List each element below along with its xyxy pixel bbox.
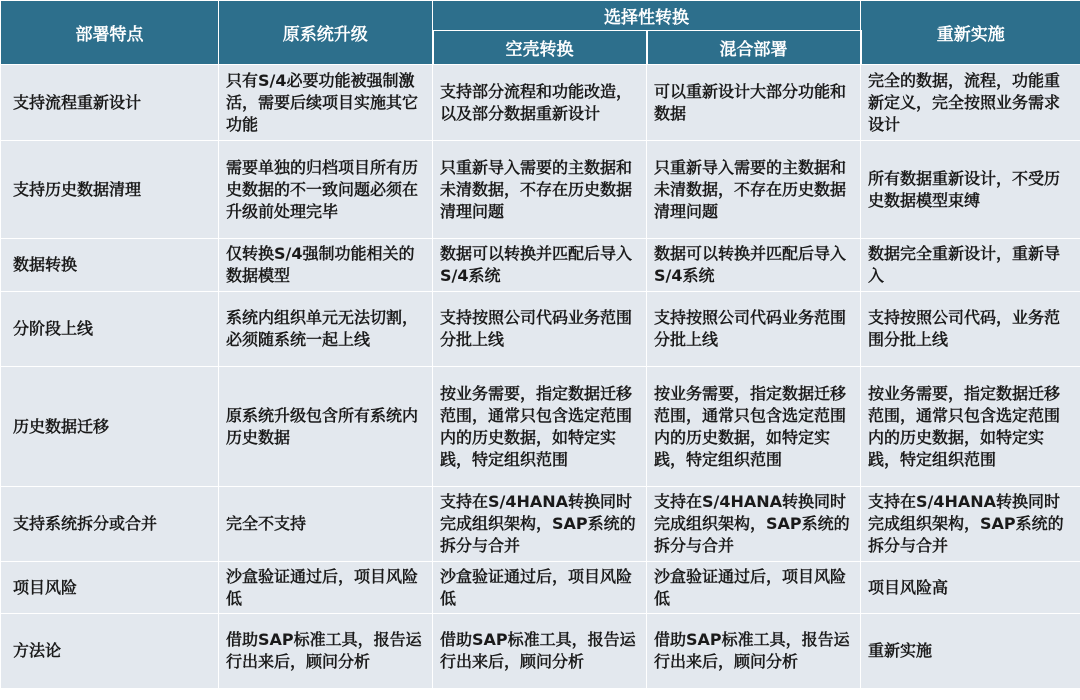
row-feature: 历史数据迁移 — [1, 367, 219, 487]
table-row — [1, 141, 1080, 239]
cell-shell: 只重新导入需要的主数据和未清数据，不存在历史数据清理问题 — [433, 141, 647, 239]
cell-upgrade: 沙盒验证通过后，项目风险低 — [219, 562, 433, 614]
cell-shell: 按业务需要，指定数据迁移范围，通常只包含选定范围内的历史数据，如特定实践，特定组织范围 — [433, 367, 647, 487]
cell-shell: 借助SAP标准工具，报告运行出来后，顾问分析 — [433, 614, 647, 689]
cell-shell: 支持部分流程和功能改造，以及部分数据重新设计 — [433, 65, 647, 141]
cell-mixed: 借助SAP标准工具，报告运行出来后，顾问分析 — [647, 614, 861, 689]
cell-mixed: 只重新导入需要的主数据和未清数据，不存在历史数据清理问题 — [647, 141, 861, 239]
cell-upgrade: 系统内组织单元无法切割，必须随系统一起上线 — [219, 292, 433, 367]
header-reimplementation: 重新实施 — [861, 1, 1080, 65]
cell-shell: 沙盒验证通过后，项目风险低 — [433, 562, 647, 614]
row-feature: 方法论 — [1, 614, 219, 689]
row-feature: 支持历史数据清理 — [1, 141, 219, 239]
table-row — [1, 614, 1080, 689]
table-row — [1, 65, 1080, 141]
cell-upgrade: 需要单独的归档项目所有历史数据的不一致问题必须在升级前处理完毕 — [219, 141, 433, 239]
row-feature: 支持系统拆分或合并 — [1, 487, 219, 562]
cell-reimpl: 支持在S/4HANA转换同时完成组织架构，SAP系统的拆分与合并 — [861, 487, 1080, 562]
cell-shell: 支持按照公司代码业务范围分批上线 — [433, 292, 647, 367]
cell-reimpl: 数据完全重新设计，重新导入 — [861, 239, 1080, 292]
cell-mixed: 按业务需要，指定数据迁移范围，通常只包含选定范围内的历史数据，如特定实践，特定组织范围 — [647, 367, 861, 487]
header-feature: 部署特点 — [1, 1, 219, 65]
cell-upgrade: 只有S/4必要功能被强制激活，需要后续项目实施其它功能 — [219, 65, 433, 141]
cell-mixed: 可以重新设计大部分功能和数据 — [647, 65, 861, 141]
row-feature: 支持流程重新设计 — [1, 65, 219, 141]
row-feature: 分阶段上线 — [1, 292, 219, 367]
cell-reimpl: 支持按照公司代码，业务范围分批上线 — [861, 292, 1080, 367]
header-upgrade: 原系统升级 — [219, 1, 433, 65]
table-row — [1, 239, 1080, 292]
cell-reimpl: 重新实施 — [861, 614, 1080, 689]
cell-upgrade: 借助SAP标准工具，报告运行出来后，顾问分析 — [219, 614, 433, 689]
cell-reimpl: 项目风险高 — [861, 562, 1080, 614]
cell-mixed: 支持在S/4HANA转换同时完成组织架构，SAP系统的拆分与合并 — [647, 487, 861, 562]
cell-reimpl: 完全的数据，流程，功能重新定义，完全按照业务需求设计 — [861, 65, 1080, 141]
cell-shell: 数据可以转换并匹配后导入S/4系统 — [433, 239, 647, 292]
table-row — [1, 487, 1080, 562]
table-row — [1, 292, 1080, 367]
cell-reimpl: 按业务需要，指定数据迁移范围，通常只包含选定范围内的历史数据，如特定实践，特定组织范围 — [861, 367, 1080, 487]
cell-reimpl: 所有数据重新设计，不受历史数据模型束缚 — [861, 141, 1080, 239]
header-shell-conversion: 空壳转换 — [433, 31, 647, 65]
header-mixed-deployment: 混合部署 — [647, 31, 861, 65]
row-feature: 数据转换 — [1, 239, 219, 292]
cell-upgrade: 仅转换S/4强制功能相关的数据模型 — [219, 239, 433, 292]
cell-shell: 支持在S/4HANA转换同时完成组织架构，SAP系统的拆分与合并 — [433, 487, 647, 562]
table-row — [1, 367, 1080, 487]
cell-mixed: 数据可以转换并匹配后导入S/4系统 — [647, 239, 861, 292]
cell-upgrade: 原系统升级包含所有系统内历史数据 — [219, 367, 433, 487]
row-feature: 项目风险 — [1, 562, 219, 614]
header-selective: 选择性转换 — [433, 1, 861, 31]
table-row — [1, 562, 1080, 614]
cell-mixed: 沙盒验证通过后，项目风险低 — [647, 562, 861, 614]
cell-mixed: 支持按照公司代码业务范围分批上线 — [647, 292, 861, 367]
cell-upgrade: 完全不支持 — [219, 487, 433, 562]
